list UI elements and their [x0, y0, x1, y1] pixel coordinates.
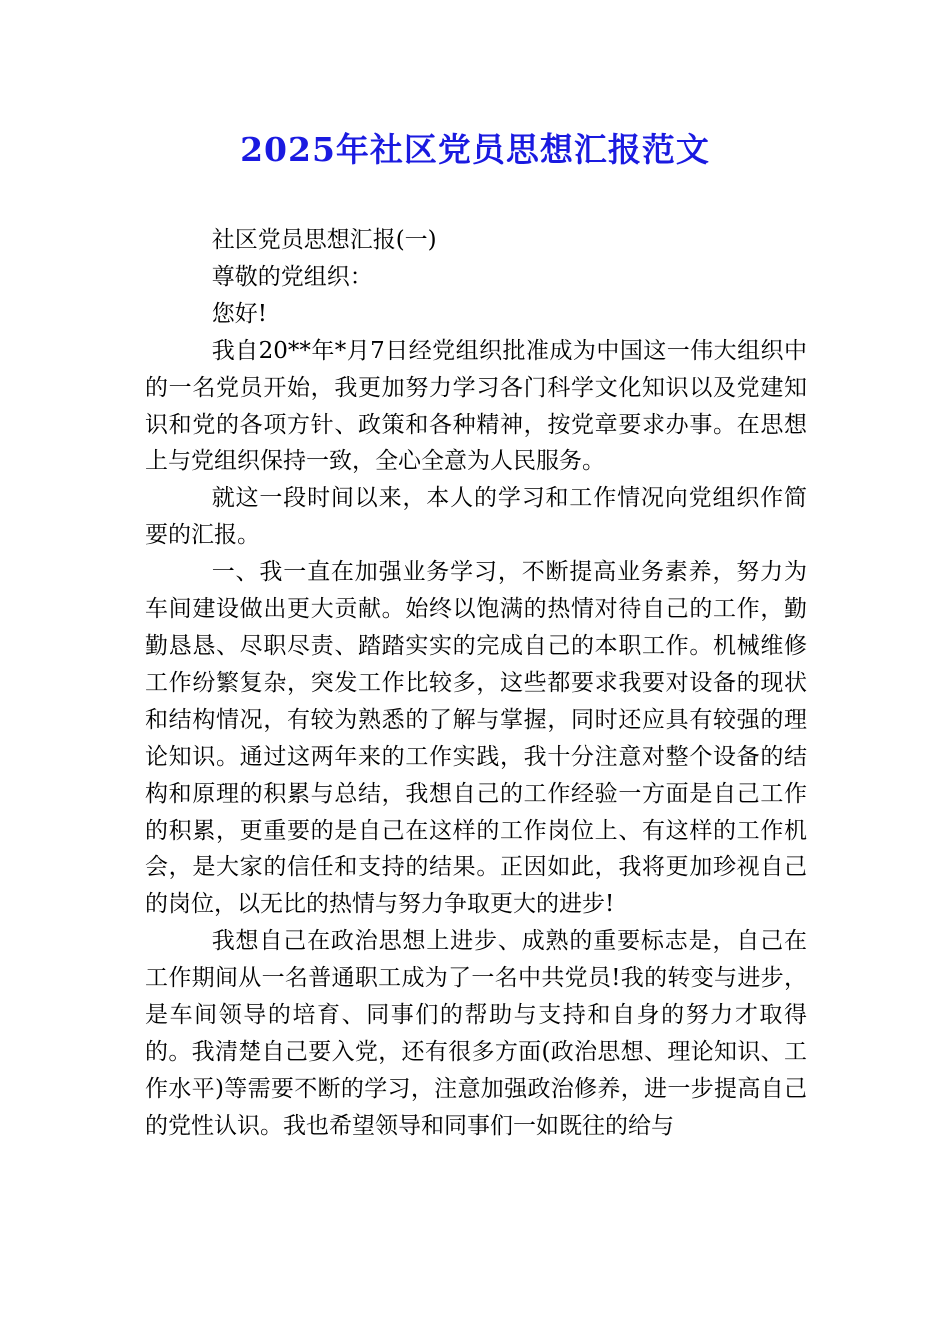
- section-heading: 社区党员思想汇报(一): [211, 227, 437, 253]
- document-title: 2025年社区党员思想汇报范文: [240, 130, 710, 169]
- body-paragraph: 就这一段时间以来，本人的学习和工作情况向党组织作简要的汇报。: [145, 485, 807, 549]
- greeting: 您好!: [211, 300, 267, 327]
- salutation: 尊敬的党组织：: [211, 263, 373, 290]
- document-body: [145, 222, 807, 1145]
- body-paragraph: 我自20**年*月7日经党组织批准成为中国这一伟大组织中的一名党员开始，我更加努力学习各门科学文化知识以及党建知识和党的各项方针、政策和各种精神，按党章要求办事。在思想上与党组织保持一致，全心全意为人民服务。: [145, 337, 807, 475]
- body-paragraph: 我想自己在政治思想上进步、成熟的重要标志是，自己在工作期间从一名普通职工成为了一名中共党员!我的转变与进步，是车间领导的培育、同事们的帮助与支持和自身的努力才取得的。我清楚自己要入党，还有很多方面(政治思想、理论知识、工作水平)等需要不断的学习，注意加强政治修养，进一步提高自己的党性认识。我也希望领导和同事们一如既往的给与: [145, 928, 807, 1139]
- body-paragraph: 一、我一直在加强业务学习，不断提高业务素养，努力为车间建设做出更大贡献。始终以饱满的热情对待自己的工作，勤勤恳恳、尽职尽责、踏踏实实的完成自己的本职工作。机械维修工作纷繁复杂，突发工作比较多，这些都要求我要对设备的现状和结构情况，有较为熟悉的了解与掌握，同时还应具有较强的理论知识。通过这两年来的工作实践，我十分注意对整个设备的结构和原理的积累与总结，我想自己的工作经验一方面是自己工作的积累，更重要的是自己在这样的工作岗位上、有这样的工作机会，是大家的信任和支持的结果。正因如此，我将更加珍视自己的岗位，以无比的热情与努力争取更大的进步!: [145, 559, 807, 918]
